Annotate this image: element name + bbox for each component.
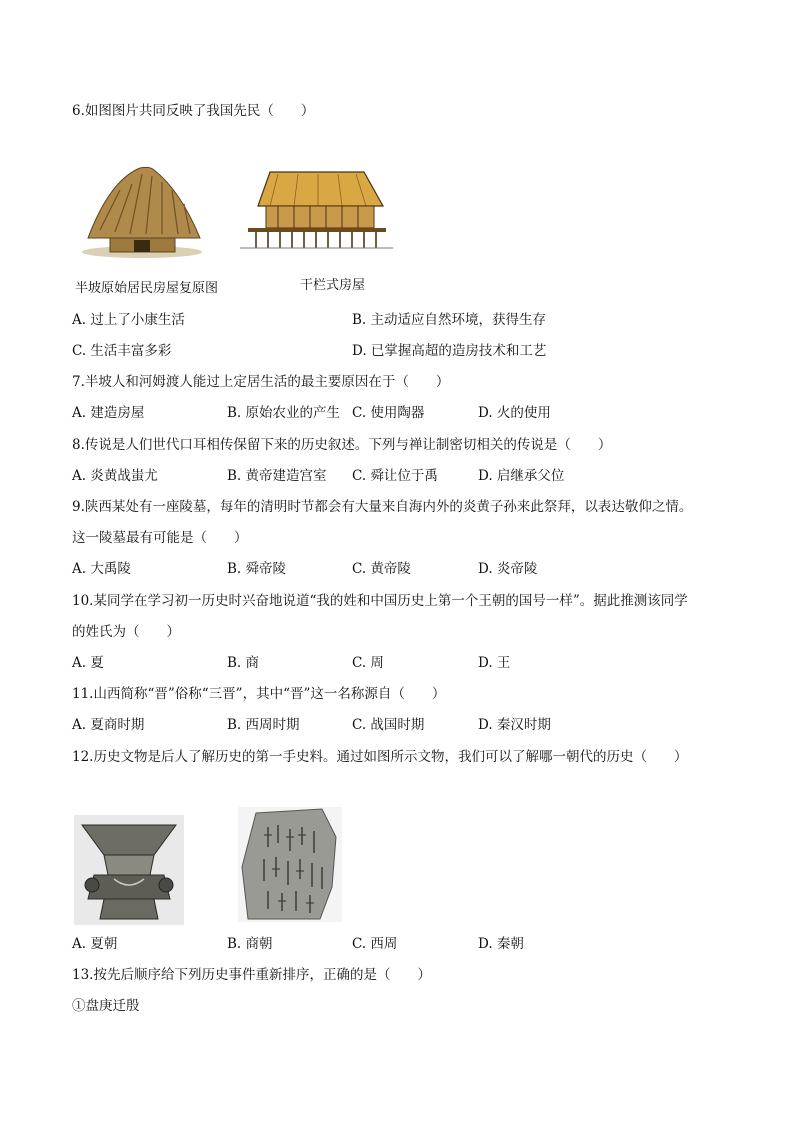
q7-option-d[interactable]: D. 火的使用 xyxy=(478,405,551,421)
q10-option-a[interactable]: A. 夏 xyxy=(72,655,104,671)
question-6-stem: 6.如图图片共同反映了我国先民（ ） xyxy=(72,103,315,119)
question-7-stem: 7.半坡人和河姆渡人能过上定居生活的最主要原因在于（ ） xyxy=(72,374,450,390)
q6-option-b[interactable]: B. 主动适应自然环境，获得生存 xyxy=(352,312,547,328)
q10-option-d[interactable]: D. 王 xyxy=(478,655,511,671)
q9-option-b[interactable]: B. 舜帝陵 xyxy=(227,561,287,577)
q6-option-c[interactable]: C. 生活丰富多彩 xyxy=(72,343,172,359)
question-9-stem-line1: 9.陕西某处有一座陵墓，每年的清明时节都会有大量来自海内外的炎黄子孙来此祭拜，以表达敬仰之情。 xyxy=(72,499,693,515)
q10-option-b[interactable]: B. 商 xyxy=(227,655,260,671)
q6-option-d[interactable]: D. 已掌握高超的造房技术和工艺 xyxy=(352,343,547,359)
q6-option-a[interactable]: A. 过上了小康生活 xyxy=(72,312,185,328)
q12-option-a[interactable]: A. 夏朝 xyxy=(72,936,118,952)
q8-option-d[interactable]: D. 启继承父位 xyxy=(478,468,565,484)
banpo-hut-image xyxy=(80,160,205,260)
q11-option-d[interactable]: D. 秦汉时期 xyxy=(478,717,551,733)
q9-option-c[interactable]: C. 黄帝陵 xyxy=(352,561,411,577)
question-10-stem-line1: 10.某同学在学习初一历史时兴奋地说道“我的姓和中国历史上第一个王朝的国号一样”。据此推测该同学 xyxy=(72,593,688,609)
q10-option-c[interactable]: C. 周 xyxy=(352,655,384,671)
question-9-stem-line2: 这一陵墓最有可能是（ ） xyxy=(72,530,248,546)
q9-option-a[interactable]: A. 大禹陵 xyxy=(72,561,131,577)
q11-option-b[interactable]: B. 西周时期 xyxy=(227,717,300,733)
question-10-stem-line2: 的姓氏为（ ） xyxy=(72,624,180,640)
q11-option-c[interactable]: C. 战国时期 xyxy=(352,717,425,733)
q11-option-a[interactable]: A. 夏商时期 xyxy=(72,717,145,733)
question-13-stem: 13.按先后顺序给下列历史事件重新排序，正确的是（ ） xyxy=(72,967,431,983)
q8-option-a[interactable]: A. 炎黄战蚩尤 xyxy=(72,468,158,484)
q12-option-c[interactable]: C. 西周 xyxy=(352,936,398,952)
oracle-bone-image xyxy=(238,807,342,922)
ganlan-house-image xyxy=(238,168,393,253)
banpo-caption: 半坡原始居民房屋复原图 xyxy=(75,281,219,296)
question-12-stem: 12.历史文物是后人了解历史的第一手史料。通过如图所示文物，我们可以了解哪一朝代的历史（ ） xyxy=(72,749,688,765)
ganlan-caption: 干栏式房屋 xyxy=(300,278,366,293)
question-11-stem: 11.山西简称“晋”俗称“三晋”，其中“晋”这一名称源自（ ） xyxy=(72,686,446,702)
q8-option-b[interactable]: B. 黄帝建造宫室 xyxy=(227,468,327,484)
q7-option-a[interactable]: A. 建造房屋 xyxy=(72,405,145,421)
q8-option-c[interactable]: C. 舜让位于禹 xyxy=(352,468,438,484)
q9-option-d[interactable]: D. 炎帝陵 xyxy=(478,561,538,577)
q12-option-d[interactable]: D. 秦朝 xyxy=(478,936,524,952)
question-8-stem: 8.传说是人们世代口耳相传保留下来的历史叙述。下列与禅让制密切相关的传说是（ ） xyxy=(72,437,612,453)
q13-item-1: ①盘庚迁殷 xyxy=(72,998,140,1014)
q7-option-c[interactable]: C. 使用陶器 xyxy=(352,405,425,421)
q7-option-b[interactable]: B. 原始农业的产生 xyxy=(227,405,341,421)
bronze-vessel-image xyxy=(74,815,184,925)
q12-option-b[interactable]: B. 商朝 xyxy=(227,936,273,952)
